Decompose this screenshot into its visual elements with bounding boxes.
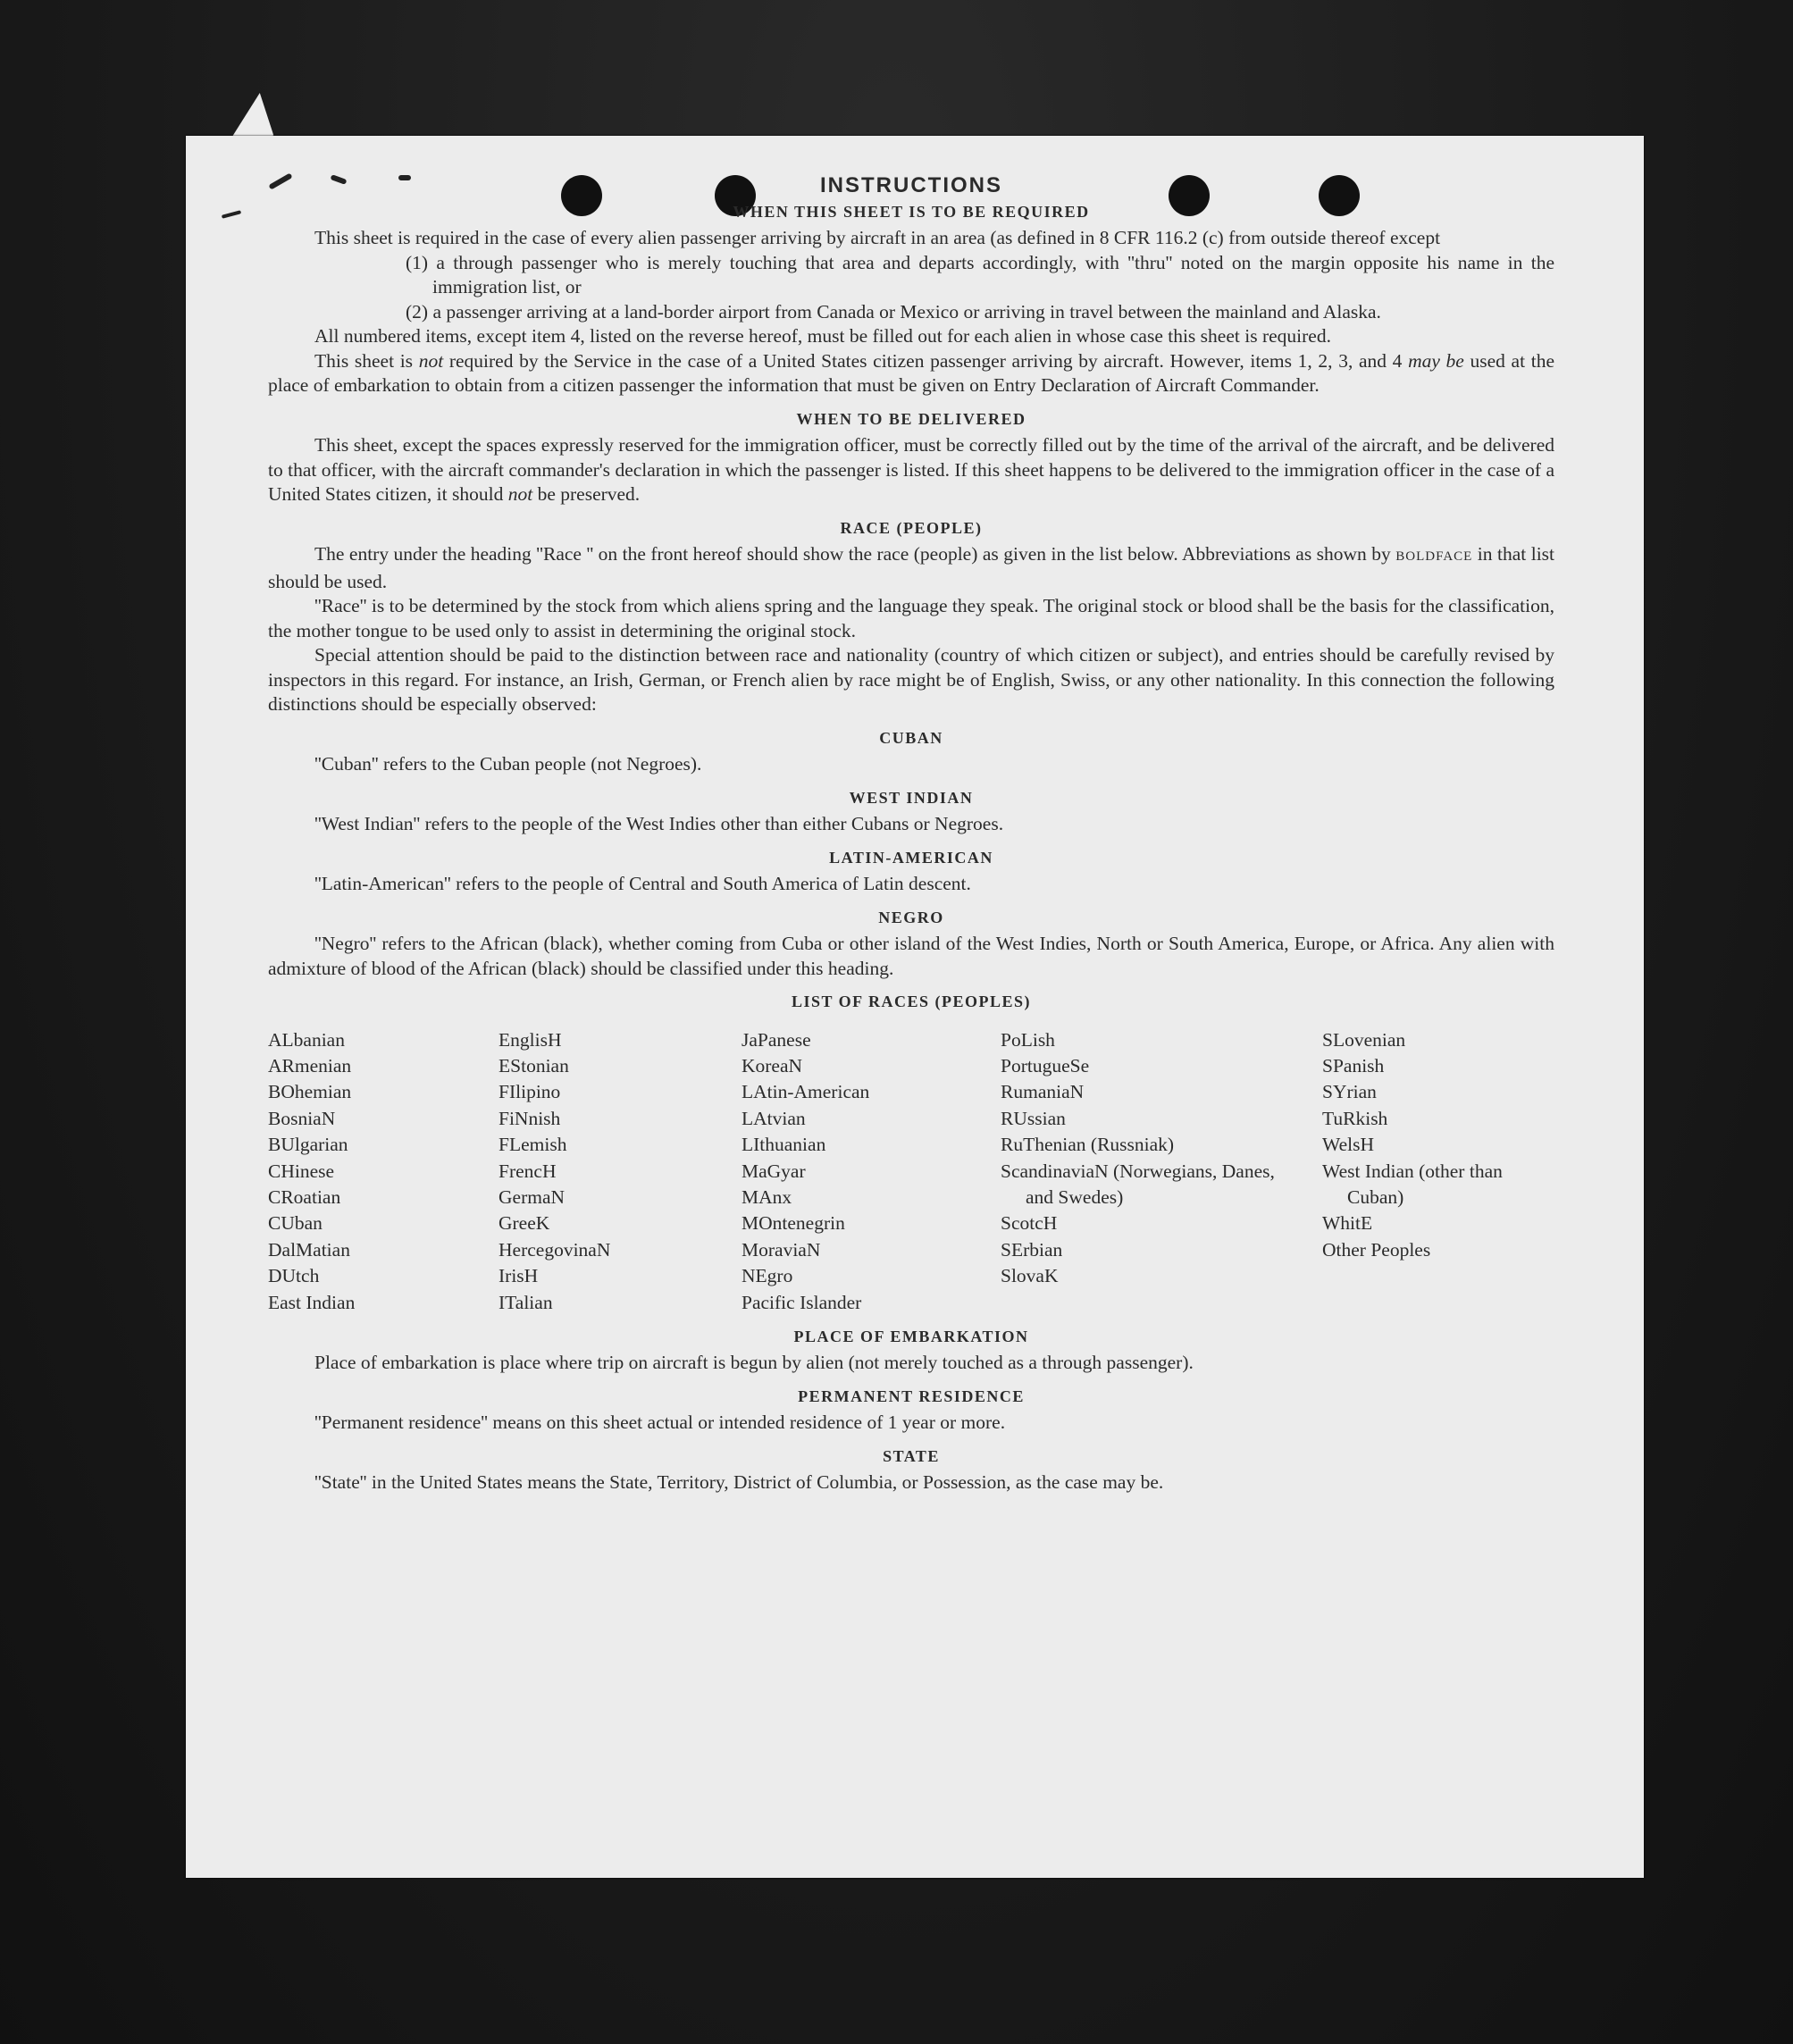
paragraph: ''Negro'' refers to the African (black), whether coming from Cuba or other island of the West Indies, North or South America, Europe, or Africa. Any alien with admixture of blood of the African (black) should be classified under this heading. bbox=[268, 933, 1554, 979]
section-heading-delivered: WHEN TO BE DELIVERED bbox=[796, 409, 1026, 428]
text-run: be preserved. bbox=[532, 483, 641, 505]
paragraph: ''West Indian'' refers to the people of the West Indies other than either Cubans or Negroes. bbox=[314, 813, 1004, 834]
section-heading-west-indian: WEST INDIAN bbox=[849, 788, 974, 807]
races-list bbox=[268, 1027, 1554, 1316]
race-entry: MOntenegrin bbox=[741, 1212, 845, 1235]
races-column bbox=[1001, 1027, 1322, 1316]
race-entry: EStonian bbox=[499, 1054, 569, 1076]
race-entry: PortugueSe bbox=[1001, 1054, 1090, 1076]
race-entry: SlovaK bbox=[1001, 1265, 1059, 1287]
race-entry: CRoatian bbox=[268, 1185, 341, 1208]
section-heading-latin-american: LATIN-AMERICAN bbox=[829, 848, 993, 867]
race-entry: RuThenian (Russniak) bbox=[1001, 1134, 1175, 1156]
race-entry: WhitE bbox=[1322, 1212, 1373, 1235]
page-title: INSTRUCTIONS bbox=[820, 173, 1002, 197]
paragraph: ''Latin-American'' refers to the people of Central and South America of Latin descent. bbox=[314, 873, 971, 894]
race-entry: SYrian bbox=[1322, 1081, 1377, 1103]
race-entry: ALbanian bbox=[268, 1028, 345, 1051]
race-entry: NEgro bbox=[741, 1265, 793, 1287]
race-entry: ARmenian bbox=[268, 1054, 352, 1076]
race-entry: LAtin-American bbox=[741, 1081, 870, 1103]
race-entry: DalMatian bbox=[268, 1238, 350, 1261]
race-entry: GreeK bbox=[499, 1212, 550, 1235]
paragraph: All numbered items, except item 4, listed on the reverse hereof, must be filled out for each alien in whose case this sheet is required. bbox=[314, 325, 1331, 347]
race-entry: BUlgarian bbox=[268, 1134, 348, 1156]
race-entry: SPanish bbox=[1322, 1054, 1385, 1076]
document-body bbox=[268, 173, 1554, 1495]
race-entry: LIthuanian bbox=[741, 1134, 826, 1156]
italic-text: not bbox=[507, 483, 533, 505]
section-heading-residence: PERMANENT RESIDENCE bbox=[798, 1386, 1025, 1405]
race-entry: PoLish bbox=[1001, 1028, 1055, 1051]
race-entry: MoraviaN bbox=[741, 1238, 821, 1261]
paragraph: ''Race'' is to be determined by the stock from which aliens spring and the language they speak. The original stock or blood shall be the basis for the classification, the mother tongue to be used only to assist in determining the original stock. bbox=[268, 595, 1554, 641]
paragraph: Place of embarkation is place where trip on aircraft is begun by alien (not merely touched as a through passenger). bbox=[314, 1352, 1194, 1374]
race-entry: GermaN bbox=[499, 1185, 566, 1208]
race-entry: TuRkish bbox=[1322, 1107, 1388, 1129]
list-item: (1) a through passenger who is merely touching that area and departs accordingly, with ''thru'' noted on the margin opposite his name in the immigration list, or bbox=[406, 251, 1554, 297]
race-entry: MAnx bbox=[741, 1185, 792, 1208]
race-entry: West Indian (other than Cuban) bbox=[1322, 1160, 1503, 1208]
text-run: in that list should be used. bbox=[268, 543, 1555, 592]
text-run: The entry under the heading ''Race '' on the front hereof should show the race (people) as given in the list below. Abbreviations as shown by bbox=[314, 543, 1396, 565]
race-entry: MaGyar bbox=[741, 1160, 806, 1182]
race-entry: SLovenian bbox=[1322, 1028, 1406, 1051]
section-heading-embarkation: PLACE OF EMBARKATION bbox=[793, 1327, 1029, 1345]
smallcaps-text: BOLDFACE bbox=[1395, 549, 1473, 564]
paragraph: ''State'' in the United States means the State, Territory, District of Columbia, or Possession, as the case may be. bbox=[314, 1471, 1164, 1494]
race-entry: BOhemian bbox=[268, 1081, 352, 1103]
text-run: used at the place of embarkation to obtain from a citizen passenger the information that must be given on Entry Declaration of Aircraft Commander. bbox=[268, 349, 1554, 396]
race-entry: ScotcH bbox=[1001, 1212, 1058, 1235]
race-entry: ScandinaviaN (Norwegians, Danes, and Swedes) bbox=[1001, 1160, 1275, 1208]
race-entry: CHinese bbox=[268, 1160, 335, 1182]
races-column bbox=[499, 1027, 741, 1316]
paragraph bbox=[268, 433, 1554, 507]
ink-smudge bbox=[222, 210, 241, 219]
paragraph: Special attention should be paid to the distinction between race and nationality (country of which citizen or subject), and entries should be carefully revised by inspectors in this regard. For instance, an Irish, German, or French alien by race might be of English, Swiss, or any other nationality. In this connection the following distinctions should be especially observed: bbox=[268, 644, 1554, 715]
list-item: (2) a passenger arriving at a land-border airport from Canada or Mexico or arriving in travel between the mainland and Alaska. bbox=[406, 300, 1381, 323]
race-entry: FLemish bbox=[499, 1134, 567, 1156]
section-heading-required: WHEN THIS SHEET IS TO BE REQUIRED bbox=[733, 202, 1090, 221]
race-entry: FrencH bbox=[499, 1160, 557, 1182]
race-entry: IrisH bbox=[499, 1265, 539, 1287]
paragraph bbox=[268, 349, 1554, 398]
race-entry: FIlipino bbox=[499, 1081, 561, 1103]
italic-text: not bbox=[418, 349, 444, 372]
race-entry: WelsH bbox=[1322, 1134, 1374, 1156]
race-entry: Pacific Islander bbox=[741, 1291, 862, 1313]
text-run: This sheet, except the spaces expressly reserved for the immigration officer, must be correctly filled out by the time of the arrival of the aircraft, and be delivered to that officer, with the aircraft commander's declaration in which the passenger is listed. If this sheet happens to be delivered to the immigration officer in the case of a United States citizen, it should bbox=[268, 434, 1554, 505]
section-heading-negro: NEGRO bbox=[878, 908, 944, 926]
race-entry: BosniaN bbox=[268, 1107, 336, 1129]
italic-text: may be bbox=[1408, 349, 1464, 372]
paragraph: ''Cuban'' refers to the Cuban people (not Negroes). bbox=[314, 753, 702, 775]
paragraph: ''Permanent residence'' means on this sheet actual or intended residence of 1 year or more. bbox=[314, 1412, 1006, 1434]
race-entry: SErbian bbox=[1001, 1238, 1063, 1261]
races-column bbox=[268, 1027, 499, 1316]
race-entry: East Indian bbox=[268, 1291, 356, 1313]
race-entry: JaPanese bbox=[741, 1028, 811, 1051]
paragraph bbox=[268, 542, 1554, 594]
section-heading-cuban: CUBAN bbox=[879, 728, 943, 747]
race-entry: CUban bbox=[268, 1212, 323, 1235]
paragraph: This sheet is required in the case of every alien passenger arriving by aircraft in an area (as defined in 8 CFR 116.2 (c) from outside thereof except bbox=[314, 227, 1441, 248]
race-entry: RUssian bbox=[1001, 1107, 1066, 1129]
race-entry: DUtch bbox=[268, 1265, 320, 1287]
race-entry: KoreaN bbox=[741, 1054, 803, 1076]
text-run: This sheet is bbox=[314, 349, 419, 372]
race-entry: Other Peoples bbox=[1322, 1238, 1431, 1261]
races-column bbox=[741, 1027, 1001, 1316]
races-column bbox=[1322, 1027, 1554, 1316]
race-entry: HercegovinaN bbox=[499, 1238, 611, 1261]
race-entry: LAtvian bbox=[741, 1107, 806, 1129]
race-entry: ITalian bbox=[499, 1291, 553, 1313]
text-run: required by the Service in the case of a United States citizen passenger arriving by aircraft. However, items 1, 2, 3, and 4 bbox=[443, 349, 1409, 372]
instruction-sheet bbox=[186, 136, 1644, 1878]
race-entry: FiNnish bbox=[499, 1107, 561, 1129]
section-heading-races-list: LIST OF RACES (PEOPLES) bbox=[791, 993, 1032, 1010]
race-entry: RumaniaN bbox=[1001, 1081, 1085, 1103]
race-entry: EnglisH bbox=[499, 1028, 562, 1051]
section-heading-race: RACE (PEOPLE) bbox=[840, 518, 983, 537]
section-heading-state: STATE bbox=[883, 1446, 940, 1465]
